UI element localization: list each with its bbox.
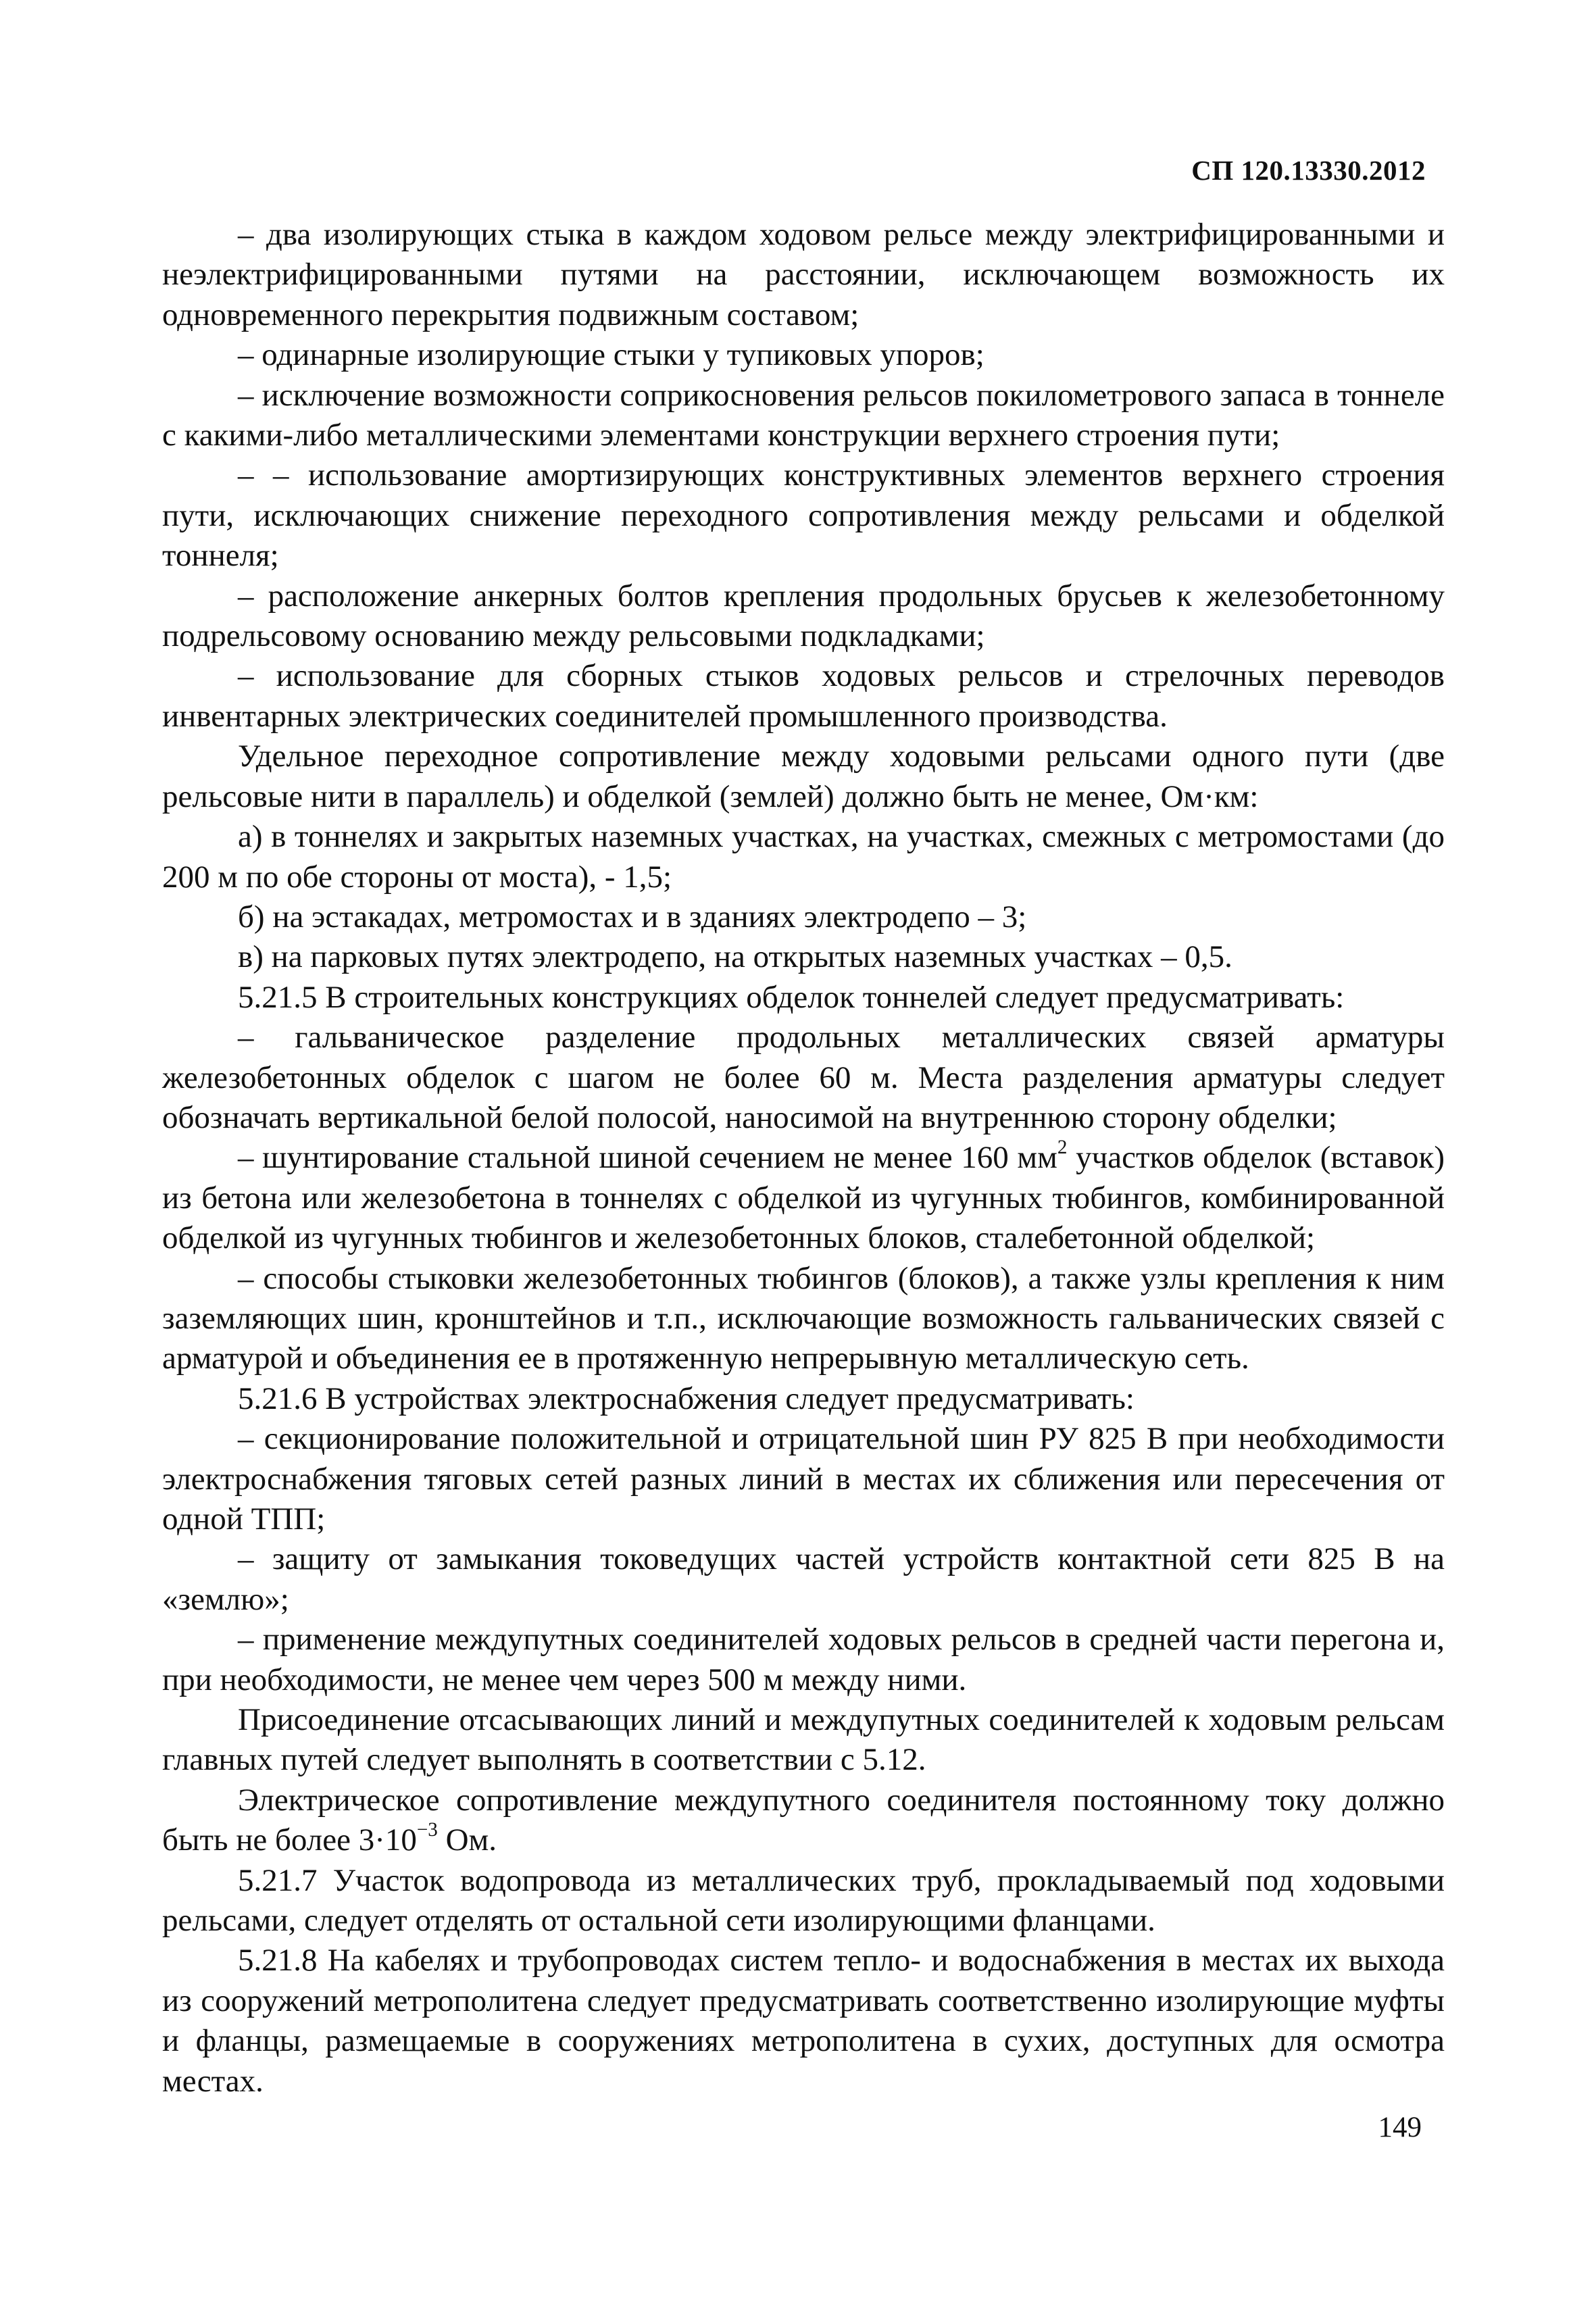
superscript: 2 [1057,1137,1068,1159]
enumerated-item: б) на эстакадах, метромостах и в зданиях электродепо – 3; [238,899,1027,935]
list-item-paragraph: – одинарные изолирующие стыки у тупиковых упоров; [238,337,984,373]
clause-paragraph: 5.21.8 На кабелях и трубопроводах систем тепло- и водоснабжения в местах их выхода из сооружений метрополитена следует предусматривать соответственно изолирующие муфты и фланцы, размещаемые в сооружениях метрополитена в сухих, доступных для осмотра местах. [162,1943,1445,2099]
list-item-paragraph: – исключение возможности соприкосновения рельсов покилометрового запаса в тоннеле с какими-либо металлическими элементами конструкции верхнего строения пути; [162,377,1445,453]
text-run: участков обделок (вставок) из бетона или железобетона в тоннелях с обделкой из чугунных тюбингов, комбинированной обделкой из чугунных тюбингов и железобетонных блоков, сталебетонной обделкой; [162,1140,1445,1256]
list-item-paragraph: – способы стыковки железобетонных тюбингов (блоков), а также узлы крепления к ним заземляющих шин, кронштейнов и т.п., исключающие возможность гальванических связей с арматурой и объединения ее в протяженную непрерывную металлическую сеть. [162,1260,1445,1376]
clause-paragraph: 5.21.7 Участок водопровода из металлических труб, прокладываемый под ходовыми рельсами, следует отделять от остальной сети изолирующими фланцами. [162,1862,1445,1939]
enumerated-item: а) в тоннелях и закрытых наземных участках, на участках, смежных с метромостами (до 200 м по обе стороны от моста), - 1,5; [162,819,1445,895]
page-number: 149 [1378,2112,1422,2143]
body-paragraph: Присоединение отсасывающих линий и междупутных соединителей к ходовым рельсам главных путей следует выполнять в соответствии с 5.12. [162,1702,1445,1778]
list-item-paragraph: – использование для сборных стыков ходовых рельсов и стрелочных переводов инвентарных электрических соединителей промышленного производства. [162,658,1445,734]
enumerated-item: в) на парковых путях электродепо, на открытых наземных участках – 0,5. [238,939,1232,975]
text-run: Ом. [437,1822,497,1858]
text-run: – шунтирование стальной шиной сечением не менее 160 мм [238,1140,1057,1176]
list-item-paragraph: – – использование амортизирующих конструктивных элементов верхнего строения пути, исключающих снижение переходного сопротивления между рельсами и обделкой тоннеля; [162,457,1445,574]
list-item-paragraph: – два изолирующих стыка в каждом ходовом рельсе между электрифицированными и неэлектрифицированными путями на расстоянии, исключающем возможность их одновременного перекрытия подвижным составом; [162,217,1445,332]
body-paragraph-superscript [162,1781,1445,1861]
list-item-paragraph-superscript [162,1138,1445,1258]
clause-paragraph: 5.21.6 В устройствах электроснабжения следует предусматривать: [238,1380,1134,1416]
superscript: −3 [416,1819,438,1841]
body-paragraph: Удельное переходное сопротивление между ходовыми рельсами одного пути (две рельсовые нити в параллель) и обделкой (землей) должно быть не менее, Ом·км: [162,739,1445,814]
list-item-paragraph: – гальваническое разделение продольных металлических связей арматуры железобетонных обделок с шагом не более 60 м. Места разделения арматуры следует обозначать вертикальной белой полосой, наносимой на внутреннюю сторону обделки; [162,1020,1445,1135]
list-item-paragraph: – расположение анкерных болтов крепления продольных брусьев к железобетонному подрельсовому основанию между рельсовыми подкладками; [162,578,1445,654]
document-code: СП 120.13330.2012 [1191,155,1426,186]
text-run: Электрическое сопротивление междупутного соединителя постоянному току должно быть не более 3·10 [162,1782,1445,1858]
list-item-paragraph: – секционирование положительной и отрицательной шин РУ 825 В при необходимости электроснабжения тяговых сетей разных линий в местах их сближения или пересечения от одной ТПП; [162,1421,1445,1537]
clause-paragraph: 5.21.5 В строительных конструкциях обделок тоннелей следует предусматривать: [238,979,1345,1015]
list-item-paragraph: – применение междупутных соединителей ходовых рельсов в средней части перегона и, при необходимости, не менее чем через 500 м между ними. [162,1622,1445,1697]
list-item-paragraph: – защиту от замыкания токоведущих частей устройств контактной сети 825 В на «землю»; [162,1541,1445,1617]
document-body [162,215,1445,2101]
